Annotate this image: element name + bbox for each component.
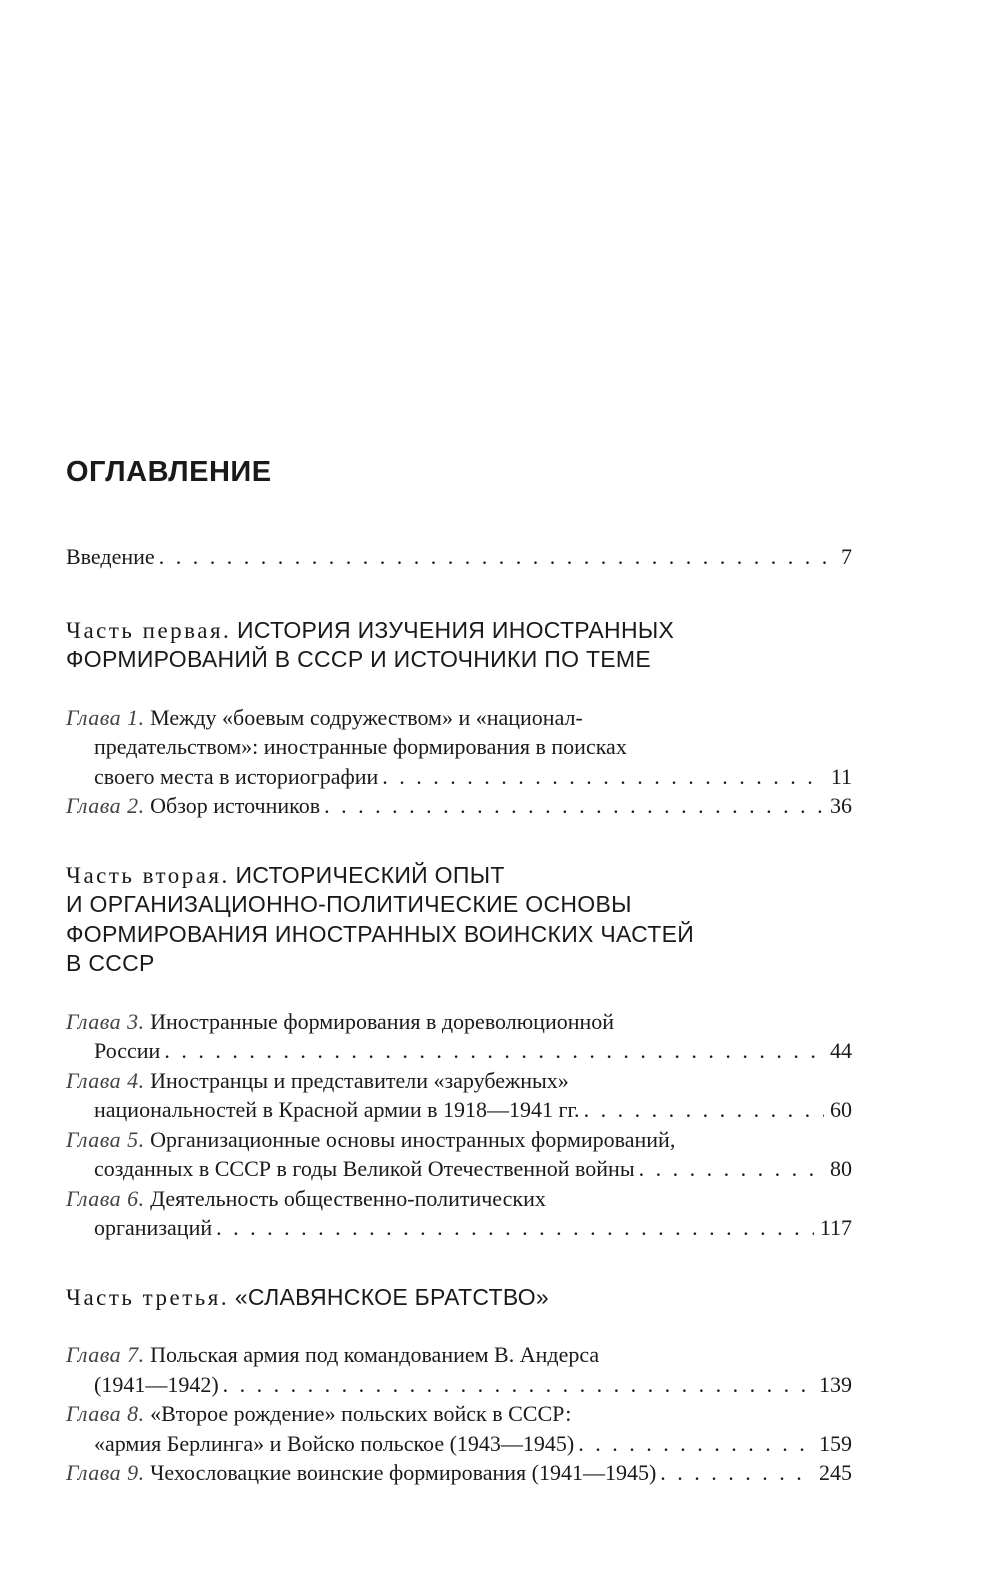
- dot-leader: [578, 1429, 813, 1459]
- toc-entry-chapter-2[interactable]: [66, 791, 852, 821]
- chapter-label: Глава 5.: [66, 1126, 145, 1152]
- part-title-line: «СЛАВЯНСКОЕ БРАТСТВО»: [234, 1283, 550, 1310]
- page-number: 80: [830, 1156, 852, 1181]
- chapter-title-line: «армия Берлинга» и Войско польское (1943—1945): [94, 1430, 575, 1456]
- chapter-label: Глава 7.: [66, 1342, 145, 1367]
- dot-leader: [216, 1213, 814, 1243]
- toc-entry-chapter-1[interactable]: [66, 703, 852, 792]
- chapter-title-line: Иностранцы и представители «зарубежных»: [150, 1067, 569, 1093]
- page-number: 139: [819, 1371, 852, 1397]
- chapter-title-line: созданных в СССР в годы Великой Отечественной войны: [94, 1156, 635, 1181]
- chapter-list-part-3: [66, 1340, 852, 1488]
- toc-title: ОГЛАВЛЕНИЕ: [66, 456, 272, 488]
- chapter-label: Глава 3.: [66, 1008, 145, 1034]
- toc-entry-chapter-3[interactable]: [66, 1007, 852, 1066]
- part-heading-3[interactable]: [66, 1283, 852, 1313]
- dot-leader: [159, 542, 835, 572]
- toc-entry-chapter-6[interactable]: [66, 1184, 852, 1243]
- chapter-title-line: Иностранные формирования в дореволюционной: [150, 1008, 615, 1034]
- toc-entry-chapter-9[interactable]: [66, 1458, 852, 1488]
- part-label: Часть первая.: [66, 617, 232, 643]
- page-number: 117: [819, 1215, 852, 1240]
- chapter-title-line: Организационные основы иностранных формирований,: [150, 1126, 676, 1152]
- table-of-contents: [66, 455, 852, 1488]
- part-label: Часть третья.: [66, 1284, 230, 1310]
- part-title-line: ФОРМИРОВАНИЙ В СССР И ИСТОЧНИКИ ПО ТЕМЕ: [66, 646, 652, 672]
- page-number: 60: [830, 1097, 852, 1122]
- part-heading-2[interactable]: [66, 861, 852, 979]
- dot-leader: [164, 1036, 824, 1066]
- chapter-title-line: Между «боевым содружеством» и «национал-: [150, 704, 583, 730]
- part-title-line: И ОРГАНИЗАЦИОННО-ПОЛИТИЧЕСКИЕ ОСНОВЫ: [66, 891, 632, 917]
- chapter-list-part-2: [66, 1007, 852, 1243]
- chapter-title-line: Польская армия под командованием В. Андерса: [150, 1342, 600, 1367]
- chapter-title-line: предательством»: иностранные формирования в поисках: [94, 734, 627, 759]
- chapter-title-line: «Второе рождение» польских войск в СССР:: [150, 1401, 572, 1426]
- chapter-label: Глава 4.: [66, 1067, 145, 1093]
- chapter-label: Глава 9.: [66, 1460, 145, 1485]
- chapter-title-line: Чехословацкие воинские формирования (1941—1945): [150, 1460, 657, 1485]
- chapter-title-line: (1941—1942): [94, 1371, 219, 1397]
- part-title-line: ИСТОРИЯ ИЗУЧЕНИЯ ИНОСТРАННЫХ: [237, 616, 675, 643]
- chapter-list-part-1: [66, 703, 852, 821]
- chapter-label: Глава 6.: [66, 1185, 145, 1211]
- chapter-label: Глава 2.: [66, 793, 145, 818]
- toc-entry-chapter-7[interactable]: [66, 1340, 852, 1399]
- toc-entry-introduction[interactable]: [66, 542, 852, 572]
- page-number: 7: [841, 544, 852, 569]
- toc-entry-chapter-8[interactable]: [66, 1399, 852, 1458]
- dot-leader: [639, 1154, 824, 1184]
- page-number: 36: [830, 793, 852, 818]
- part-title-line: В СССР: [66, 950, 155, 976]
- dot-leader: [223, 1370, 813, 1400]
- part-heading-1[interactable]: [66, 616, 852, 675]
- chapter-title-line: России: [94, 1038, 161, 1063]
- part-title-line: ИСТОРИЧЕСКИЙ ОПЫТ: [235, 861, 505, 888]
- chapter-title-line: организаций: [94, 1215, 213, 1240]
- part-label: Часть вторая.: [66, 862, 230, 888]
- page-number: 11: [830, 763, 852, 789]
- dot-leader: [382, 762, 825, 792]
- dot-leader: [660, 1458, 813, 1488]
- toc-entry-chapter-4[interactable]: [66, 1066, 852, 1125]
- part-title-line: ФОРМИРОВАНИЯ ИНОСТРАННЫХ ВОИНСКИХ ЧАСТЕЙ: [66, 920, 695, 947]
- chapter-label: Глава 1.: [66, 704, 145, 730]
- dot-leader: [584, 1095, 824, 1125]
- toc-entry-chapter-5[interactable]: [66, 1125, 852, 1184]
- chapter-title-line: Деятельность общественно-политических: [150, 1185, 546, 1211]
- page-number: 44: [830, 1038, 852, 1063]
- page-number: 245: [819, 1460, 852, 1485]
- chapter-title-line: Обзор источников: [150, 793, 321, 818]
- intro-label: Введение: [66, 544, 155, 569]
- page-number: 159: [819, 1430, 852, 1456]
- chapter-label: Глава 8.: [66, 1401, 145, 1426]
- chapter-title-line: национальностей в Красной армии в 1918—1941 гг.: [94, 1097, 580, 1122]
- chapter-title-line: своего места в историографии: [94, 763, 379, 789]
- dot-leader: [324, 791, 824, 821]
